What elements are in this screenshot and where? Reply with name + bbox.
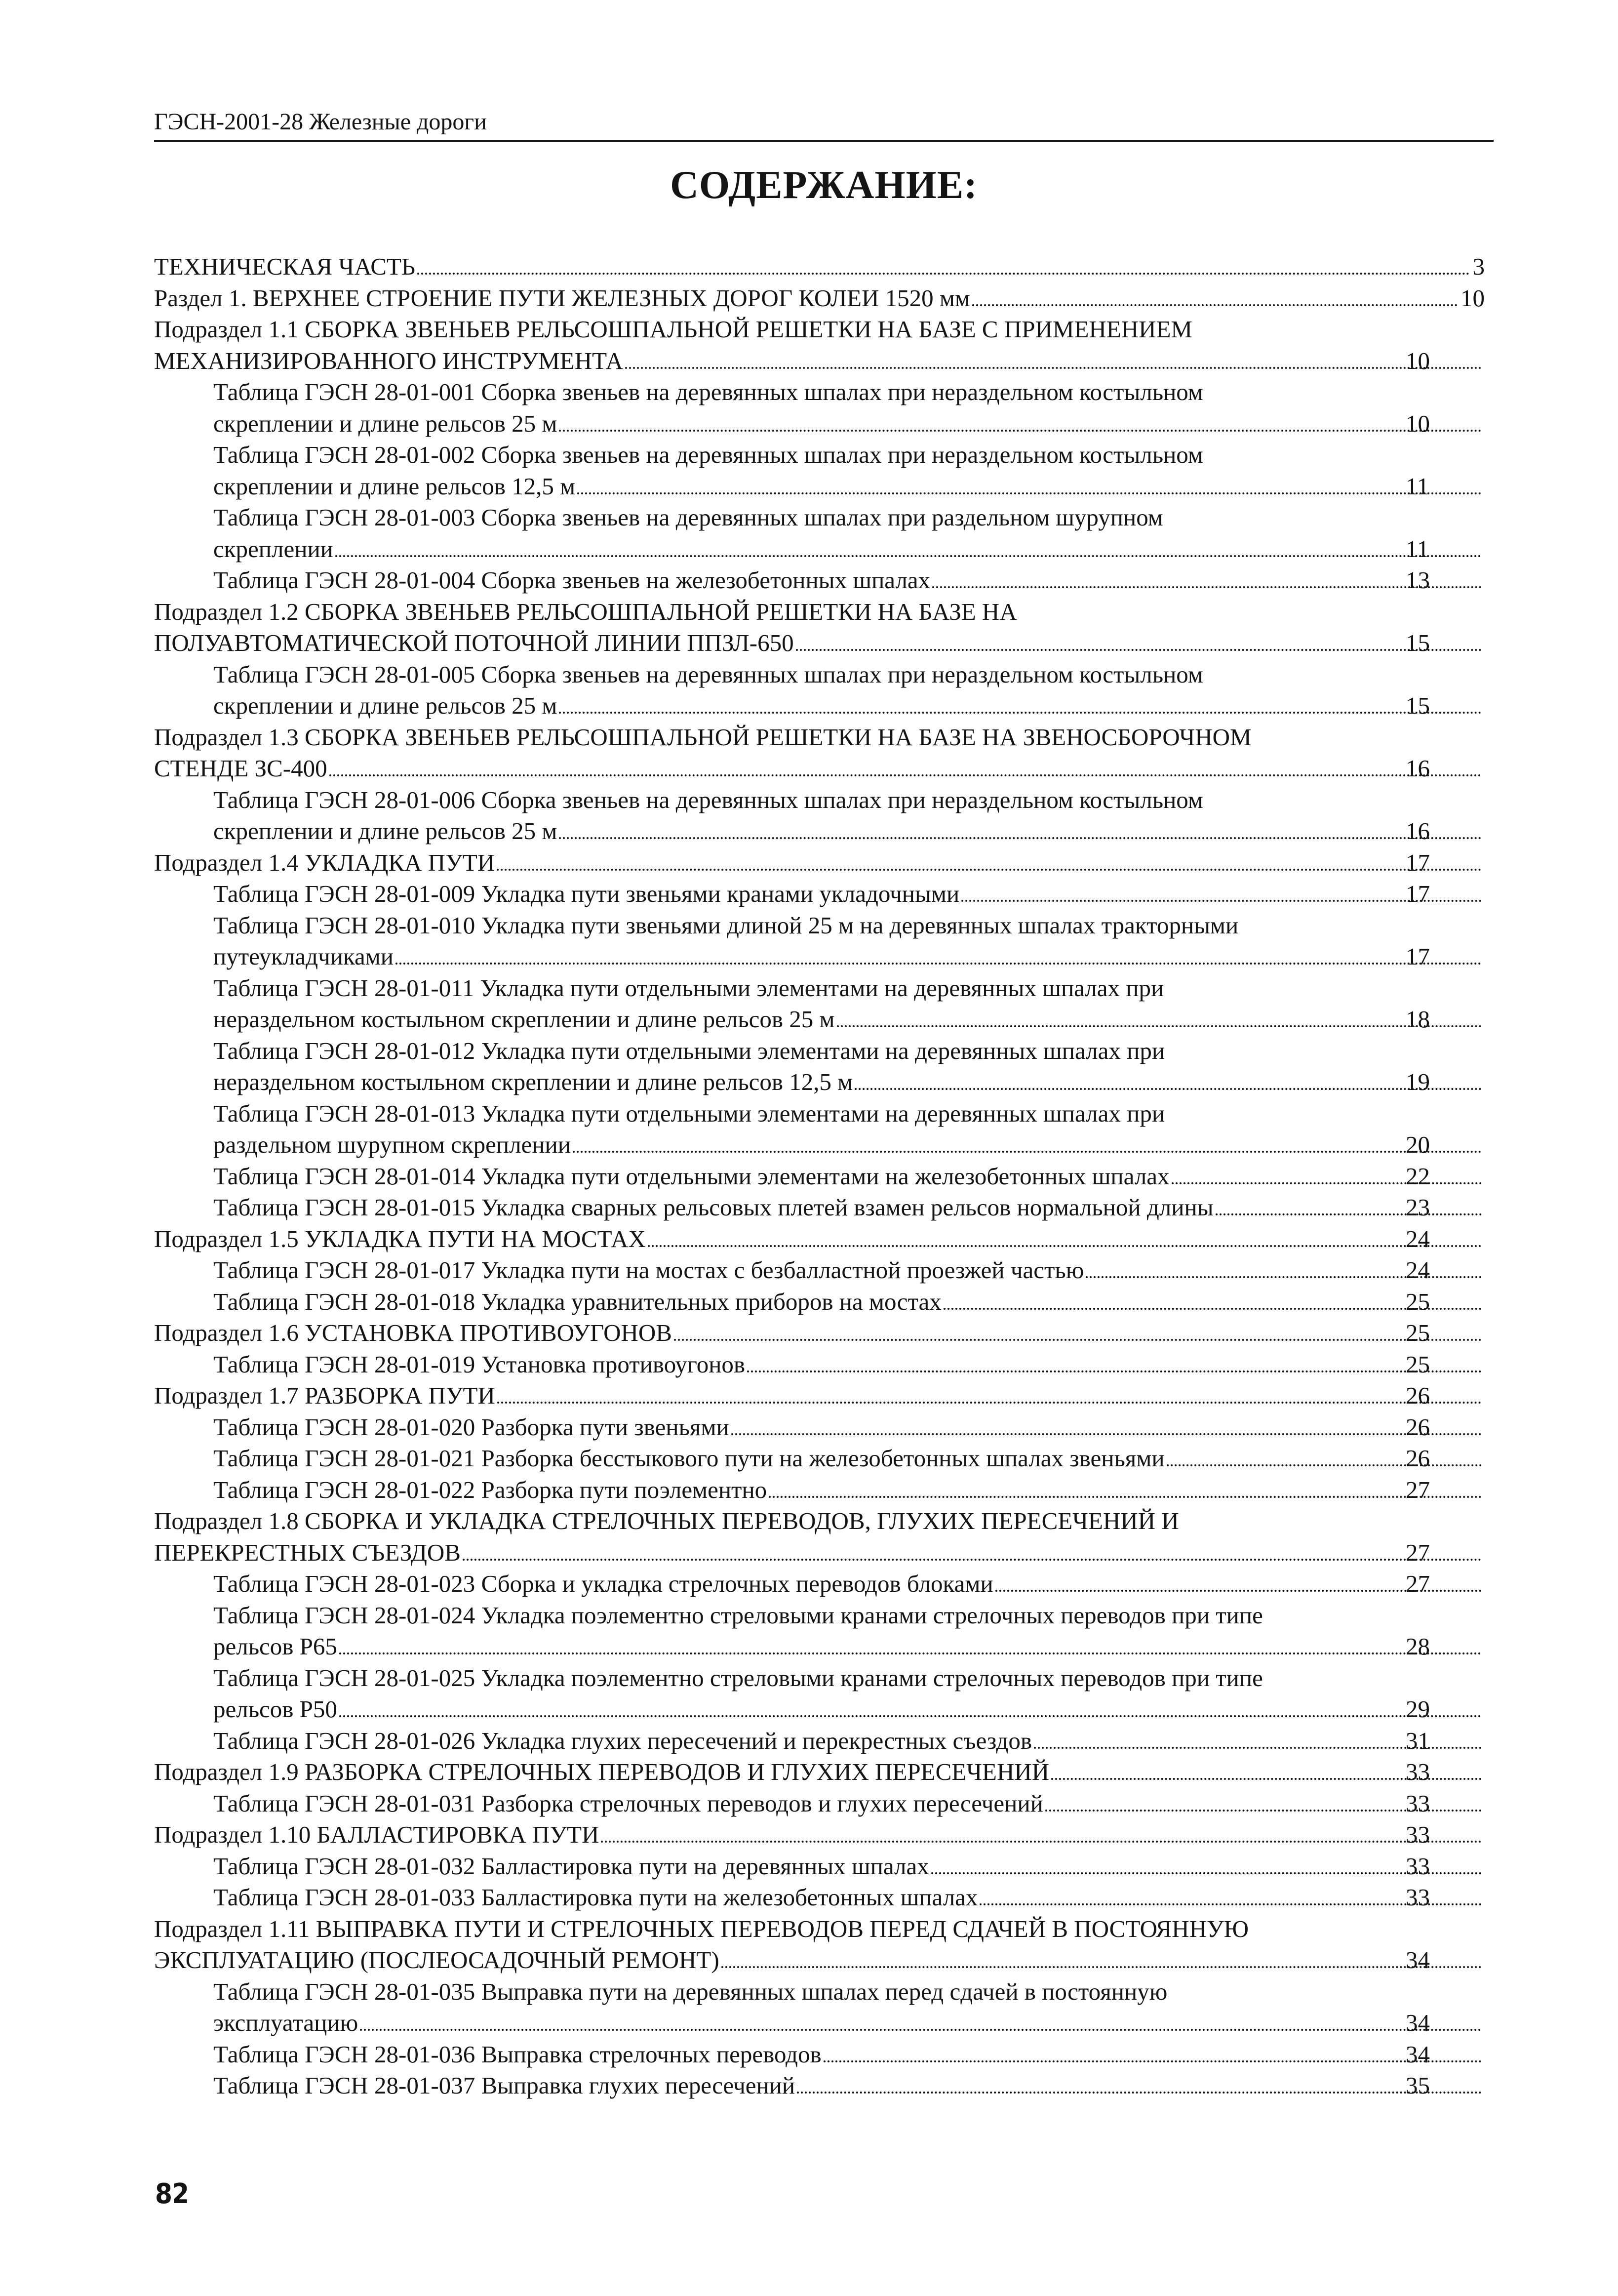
toc-entry-text: Таблица ГЭСН 28-01-013 Укладка пути отдельными элементами на деревянных шпалах при bbox=[213, 1099, 1165, 1127]
toc-entry[interactable]: Таблица ГЭСН 28-01-033 Балластировка пути на железобетонных шпалах 33 bbox=[154, 1882, 1485, 1913]
toc-entry[interactable] bbox=[154, 251, 1485, 282]
dot-leader bbox=[559, 430, 1482, 432]
toc-entry-text: Таблица ГЭСН 28-01-024 Укладка поэлементно стреловыми кранами стрелочных переводов при типе bbox=[213, 1601, 1263, 1629]
toc-entry-text: Таблица ГЭСН 28-01-022 Разборка пути поэлементно bbox=[213, 1476, 767, 1503]
toc-entry[interactable]: Таблица ГЭСН 28-01-020 Разборка пути звеньями 26 bbox=[154, 1411, 1485, 1443]
dot-leader bbox=[721, 1966, 1482, 1968]
dot-leader bbox=[339, 1715, 1482, 1717]
toc-entry[interactable]: Таблица ГЭСН 28-01-026 Укладка глухих пересечений и перекрестных съездов 31 bbox=[154, 1725, 1485, 1757]
running-title: ГЭСН-2001-28 Железные дороги bbox=[154, 109, 487, 135]
dot-leader bbox=[824, 2060, 1482, 2062]
toc-entry-text: Таблица ГЭСН 28-01-025 Укладка поэлементно стреловыми кранами стрелочных переводов при типе bbox=[213, 1664, 1263, 1692]
running-header bbox=[154, 104, 1494, 142]
toc-entry[interactable]: Подраздел 1.6 УСТАНОВКА ПРОТИВОУГОНОВ 25 bbox=[154, 1317, 1485, 1349]
toc-entry-text: скреплении и длине рельсов 12,5 м bbox=[213, 472, 576, 500]
toc-entry[interactable]: Таблица ГЭСН 28-01-009 Укладка пути звеньями кранами укладочными 17 bbox=[154, 878, 1485, 910]
toc-entry[interactable]: Таблица ГЭСН 28-01-006 Сборка звеньев на деревянных шпалах при нераздельном костыльном скреплении и длине рельсов 25 м 16 bbox=[154, 784, 1485, 847]
toc-entry-text: Таблица ГЭСН 28-01-002 Сборка звеньев на деревянных шпалах при нераздельном костыльном bbox=[213, 441, 1203, 468]
toc-entry-text: Таблица ГЭСН 28-01-021 Разборка бесстыкового пути на железобетонных шпалах звеньями bbox=[213, 1445, 1165, 1472]
toc-entry-text: скреплении и длине рельсов 25 м bbox=[213, 817, 557, 845]
toc-entry-text: Подраздел 1.6 УСТАНОВКА ПРОТИВОУГОНОВ bbox=[154, 1319, 672, 1346]
toc-entry-text: Таблица ГЭСН 28-01-031 Разборка стрелочных переводов и глухих пересечений bbox=[213, 1789, 1043, 1817]
dot-leader bbox=[559, 712, 1482, 714]
toc-entry[interactable]: Таблица ГЭСН 28-01-024 Укладка поэлементно стреловыми кранами стрелочных переводов при типе рельсов Р65 28 bbox=[154, 1600, 1485, 1662]
toc-entry-text: Подраздел 1.3 СБОРКА ЗВЕНЬЕВ РЕЛЬСОШПАЛЬНОЙ РЕШЕТКИ НА БАЗЕ НА ЗВЕНОСБОРОЧНОМ bbox=[154, 723, 1252, 751]
dot-leader bbox=[855, 1088, 1482, 1090]
toc-page-number: 3 bbox=[1472, 253, 1485, 280]
toc-entry-text: МЕХАНИЗИРОВАННОГО ИНСТРУМЕНТА bbox=[154, 347, 623, 374]
dot-leader bbox=[463, 1559, 1482, 1561]
dot-leader bbox=[837, 1025, 1482, 1027]
toc-entry-text: Подраздел 1.8 СБОРКА И УКЛАДКА СТРЕЛОЧНЫХ ПЕРЕВОДОВ, ГЛУХИХ ПЕРЕСЕЧЕНИЙ И bbox=[154, 1507, 1179, 1534]
toc-entry-text: Таблица ГЭСН 28-01-014 Укладка пути отдельными элементами на железобетонных шпалах bbox=[213, 1162, 1170, 1190]
toc-entry[interactable]: Подраздел 1.3 СБОРКА ЗВЕНЬЕВ РЕЛЬСОШПАЛЬНОЙ РЕШЕТКИ НА БАЗЕ НА ЗВЕНОСБОРОЧНОМ СТЕНДЕ ЗС-400 16 bbox=[154, 722, 1485, 784]
toc-entry-text: рельсов Р65 bbox=[213, 1633, 337, 1660]
toc-entry[interactable]: Таблица ГЭСН 28-01-003 Сборка звеньев на деревянных шпалах при раздельном шурупном скреплении 11 bbox=[154, 502, 1485, 564]
dot-leader bbox=[961, 900, 1482, 902]
dot-leader bbox=[417, 273, 1469, 275]
toc-entry-text: Таблица ГЭСН 28-01-005 Сборка звеньев на деревянных шпалах при нераздельном костыльном bbox=[213, 660, 1203, 688]
toc-entry[interactable]: Таблица ГЭСН 28-01-010 Укладка пути звеньями длиной 25 м на деревянных шпалах тракторными путеукладчиками 17 bbox=[154, 910, 1485, 972]
dot-leader bbox=[601, 1841, 1482, 1843]
toc-entry[interactable]: Таблица ГЭСН 28-01-023 Сборка и укладка стрелочных переводов блоками 27 bbox=[154, 1568, 1485, 1600]
toc-entry-text: скреплении bbox=[213, 535, 333, 563]
toc-entry-text: Таблица ГЭСН 28-01-001 Сборка звеньев на деревянных шпалах при нераздельном костыльном bbox=[213, 378, 1203, 405]
toc-entry[interactable]: Подраздел 1.8 СБОРКА И УКЛАДКА СТРЕЛОЧНЫХ ПЕРЕВОДОВ, ГЛУХИХ ПЕРЕСЕЧЕНИЙ И ПЕРЕКРЕСТНЫХ СЪЕЗДОВ 27 bbox=[154, 1505, 1485, 1568]
dot-leader bbox=[339, 1652, 1482, 1654]
dot-leader bbox=[577, 492, 1482, 494]
toc-entry-text: Таблица ГЭСН 28-01-032 Балластировка пути на деревянных шпалах bbox=[213, 1852, 929, 1880]
toc-entry[interactable]: Подраздел 1.5 УКЛАДКА ПУТИ НА МОСТАХ 24 bbox=[154, 1223, 1485, 1255]
toc-entry[interactable]: Таблица ГЭСН 28-01-014 Укладка пути отдельными элементами на железобетонных шпалах 22 bbox=[154, 1161, 1485, 1192]
toc-entry-text: Подраздел 1.10 БАЛЛАСТИРОВКА ПУТИ bbox=[154, 1821, 599, 1848]
toc-entry-text: нераздельном костыльном скреплении и длине рельсов 25 м bbox=[213, 1006, 835, 1033]
dot-leader bbox=[944, 1308, 1482, 1310]
toc-entry-text: Подраздел 1.1 СБОРКА ЗВЕНЬЕВ РЕЛЬСОШПАЛЬНОЙ РЕШЕТКИ НА БАЗЕ С ПРИМЕНЕНИЕМ bbox=[154, 316, 1192, 343]
toc-entry[interactable]: Таблица ГЭСН 28-01-017 Укладка пути на мостах с безбалластной проезжей частью 24 bbox=[154, 1254, 1485, 1286]
dot-leader bbox=[932, 586, 1482, 588]
toc-page-number: 10 bbox=[1460, 284, 1485, 312]
toc-entry-text: Подраздел 1.5 УКЛАДКА ПУТИ НА МОСТАХ bbox=[154, 1225, 646, 1252]
dot-leader bbox=[747, 1370, 1482, 1372]
toc-entry[interactable]: Таблица ГЭСН 28-01-022 Разборка пути поэлементно 27 bbox=[154, 1474, 1485, 1506]
toc-entry-text: Таблица ГЭСН 28-01-003 Сборка звеньев на деревянных шпалах при раздельном шурупном bbox=[213, 504, 1163, 531]
toc-entry-text: Таблица ГЭСН 28-01-018 Укладка уравнительных приборов на мостах bbox=[213, 1288, 942, 1315]
toc-entry-text: ПЕРЕКРЕСТНЫХ СЪЕЗДОВ bbox=[154, 1538, 461, 1566]
toc-entry-text: Таблица ГЭСН 28-01-011 Укладка пути отдельными элементами на деревянных шпалах при bbox=[213, 974, 1164, 1002]
toc-entry-text: Таблица ГЭСН 28-01-026 Укладка глухих пересечений и перекрестных съездов bbox=[213, 1727, 1032, 1754]
dot-leader bbox=[931, 1872, 1482, 1874]
toc-entry[interactable]: Подраздел 1.11 ВЫПРАВКА ПУТИ И СТРЕЛОЧНЫХ ПЕРЕВОДОВ ПЕРЕД СДАЧЕЙ В ПОСТОЯННУЮ ЭКСПЛУАТАЦИЮ (ПОСЛЕОСАДОЧНЫЙ РЕМОНТ) 34 bbox=[154, 1913, 1485, 1976]
dot-leader bbox=[625, 367, 1482, 369]
table-of-contents bbox=[154, 251, 1485, 2101]
dot-leader bbox=[497, 869, 1482, 871]
dot-leader bbox=[559, 837, 1482, 839]
dot-leader bbox=[648, 1245, 1482, 1247]
toc-entry-text: Таблица ГЭСН 28-01-010 Укладка пути звеньями длиной 25 м на деревянных шпалах тракторными bbox=[213, 911, 1239, 939]
toc-entry-text: ТЕХНИЧЕСКАЯ ЧАСТЬ bbox=[154, 253, 416, 280]
toc-entry[interactable]: Таблица ГЭСН 28-01-001 Сборка звеньев на деревянных шпалах при нераздельном костыльном скреплении и длине рельсов 25 м 10 bbox=[154, 376, 1485, 439]
toc-entry-text: раздельном шурупном скреплении bbox=[213, 1131, 571, 1158]
toc-entry[interactable]: Подраздел 1.9 РАЗБОРКА СТРЕЛОЧНЫХ ПЕРЕВОДОВ И ГЛУХИХ ПЕРЕСЕЧЕНИЙ 33 bbox=[154, 1756, 1485, 1788]
dot-leader bbox=[335, 555, 1482, 557]
toc-entry-text: ЭКСПЛУАТАЦИЮ (ПОСЛЕОСАДОЧНЫЙ РЕМОНТ) bbox=[154, 1946, 719, 1974]
toc-entry-text: Таблица ГЭСН 28-01-020 Разборка пути звеньями bbox=[213, 1413, 729, 1441]
page-title: СОДЕРЖАНИЕ: bbox=[670, 163, 978, 207]
toc-entry[interactable]: Подраздел 1.1 СБОРКА ЗВЕНЬЕВ РЕЛЬСОШПАЛЬНОЙ РЕШЕТКИ НА БАЗЕ С ПРИМЕНЕНИЕМ МЕХАНИЗИРОВАННОГО ИНСТРУМЕНТА 10 bbox=[154, 314, 1485, 376]
toc-entry-text: Таблица ГЭСН 28-01-015 Укладка сварных рельсовых плетей взамен рельсов нормальной длины bbox=[213, 1194, 1214, 1221]
toc-entry-text: Подраздел 1.2 СБОРКА ЗВЕНЬЕВ РЕЛЬСОШПАЛЬНОЙ РЕШЕТКИ НА БАЗЕ НА bbox=[154, 598, 1017, 625]
toc-entry-text: Подраздел 1.9 РАЗБОРКА СТРЕЛОЧНЫХ ПЕРЕВОДОВ И ГЛУХИХ ПЕРЕСЕЧЕНИЙ bbox=[154, 1758, 1050, 1785]
toc-entry[interactable]: Таблица ГЭСН 28-01-005 Сборка звеньев на деревянных шпалах при нераздельном костыльном скреплении и длине рельсов 25 м 15 bbox=[154, 659, 1485, 722]
dot-leader bbox=[1167, 1464, 1482, 1466]
toc-entry-text: скреплении и длине рельсов 25 м bbox=[213, 409, 557, 437]
toc-entry-text: Таблица ГЭСН 28-01-036 Выправка стрелочных переводов bbox=[213, 2040, 822, 2068]
dot-leader bbox=[573, 1151, 1482, 1153]
toc-entry[interactable]: Таблица ГЭСН 28-01-036 Выправка стрелочных переводов 34 bbox=[154, 2039, 1485, 2070]
toc-entry[interactable]: Таблица ГЭСН 28-01-032 Балластировка пути на деревянных шпалах 33 bbox=[154, 1851, 1485, 1882]
toc-entry-text: Таблица ГЭСН 28-01-019 Установка противоугонов bbox=[213, 1350, 746, 1378]
toc-entry-text: эксплуатацию bbox=[213, 2009, 358, 2036]
toc-entry[interactable]: Таблица ГЭСН 28-01-037 Выправка глухих пересечений 35 bbox=[154, 2070, 1485, 2101]
toc-entry[interactable]: Таблица ГЭСН 28-01-011 Укладка пути отдельными элементами на деревянных шпалах при нераздельном костыльном скреплении и длине рельсов 25 м 18 bbox=[154, 972, 1485, 1035]
toc-entry-text: нераздельном костыльном скреплении и длине рельсов 12,5 м bbox=[213, 1068, 853, 1095]
toc-entry[interactable]: Таблица ГЭСН 28-01-021 Разборка бесстыкового пути на железобетонных шпалах звеньями 26 bbox=[154, 1443, 1485, 1474]
toc-entry-text: Подраздел 1.4 УКЛАДКА ПУТИ bbox=[154, 848, 495, 876]
toc-entry[interactable]: Подраздел 1.7 РАЗБОРКА ПУТИ 26 bbox=[154, 1380, 1485, 1411]
dot-leader bbox=[972, 304, 1458, 306]
dot-leader bbox=[797, 2092, 1482, 2094]
toc-entry[interactable]: Таблица ГЭСН 28-01-013 Укладка пути отдельными элементами на деревянных шпалах при раздельном шурупном скреплении 20 bbox=[154, 1098, 1485, 1161]
toc-entry[interactable] bbox=[154, 282, 1485, 314]
toc-entry[interactable]: Таблица ГЭСН 28-01-015 Укладка сварных рельсовых плетей взамен рельсов нормальной длины 23 bbox=[154, 1192, 1485, 1223]
toc-entry-text: Таблица ГЭСН 28-01-017 Укладка пути на мостах с безбалластной проезжей частью bbox=[213, 1256, 1084, 1284]
dot-leader bbox=[329, 774, 1482, 776]
toc-entry-text: Таблица ГЭСН 28-01-012 Укладка пути отдельными элементами на деревянных шпалах при bbox=[213, 1037, 1165, 1064]
toc-entry[interactable]: Таблица ГЭСН 28-01-025 Укладка поэлементно стреловыми кранами стрелочных переводов при типе рельсов Р50 29 bbox=[154, 1662, 1485, 1725]
toc-entry-text: Таблица ГЭСН 28-01-009 Укладка пути звеньями кранами укладочными bbox=[213, 880, 960, 907]
toc-entry[interactable]: Подраздел 1.2 СБОРКА ЗВЕНЬЕВ РЕЛЬСОШПАЛЬНОЙ РЕШЕТКИ НА БАЗЕ НА ПОЛУАВТОМАТИЧЕСКОЙ ПОТОЧНОЙ ЛИНИИ ППЗЛ-650 15 bbox=[154, 596, 1485, 659]
toc-entry[interactable]: Таблица ГЭСН 28-01-018 Укладка уравнительных приборов на мостах 25 bbox=[154, 1286, 1485, 1318]
page-number: 82 bbox=[155, 2178, 189, 2210]
toc-entry-text: Раздел 1. ВЕРХНЕЕ СТРОЕНИЕ ПУТИ ЖЕЛЕЗНЫХ ДОРОГ КОЛЕИ 1520 мм bbox=[154, 284, 970, 312]
toc-entry-text: Таблица ГЭСН 28-01-023 Сборка и укладка стрелочных переводов блоками bbox=[213, 1570, 993, 1597]
toc-entry[interactable]: Таблица ГЭСН 28-01-012 Укладка пути отдельными элементами на деревянных шпалах при нераздельном костыльном скреплении и длине рельсов 12,5 м 19 bbox=[154, 1035, 1485, 1098]
dot-leader bbox=[1172, 1182, 1482, 1184]
toc-entry-text: Таблица ГЭСН 28-01-006 Сборка звеньев на деревянных шпалах при нераздельном костыльном bbox=[213, 786, 1203, 813]
toc-entry-text: Подраздел 1.7 РАЗБОРКА ПУТИ bbox=[154, 1382, 495, 1409]
dot-leader bbox=[395, 963, 1482, 965]
toc-entry-text: Таблица ГЭСН 28-01-004 Сборка звеньев на железобетонных шпалах bbox=[213, 566, 931, 594]
toc-entry[interactable]: Таблица ГЭСН 28-01-035 Выправка пути на деревянных шпалах перед сдачей в постоянную эксплуатацию 34 bbox=[154, 1976, 1485, 2039]
dot-leader bbox=[769, 1496, 1482, 1498]
toc-entry[interactable]: Таблица ГЭСН 28-01-002 Сборка звеньев на деревянных шпалах при нераздельном костыльном скреплении и длине рельсов 12,5 м 11 bbox=[154, 439, 1485, 502]
toc-entry[interactable]: Подраздел 1.10 БАЛЛАСТИРОВКА ПУТИ 33 bbox=[154, 1819, 1485, 1851]
toc-entry[interactable]: Таблица ГЭСН 28-01-031 Разборка стрелочных переводов и глухих пересечений 33 bbox=[154, 1788, 1485, 1819]
toc-entry[interactable]: Таблица ГЭСН 28-01-019 Установка противоугонов 25 bbox=[154, 1349, 1485, 1380]
toc-entry-text: Подраздел 1.11 ВЫПРАВКА ПУТИ И СТРЕЛОЧНЫХ ПЕРЕВОДОВ ПЕРЕД СДАЧЕЙ В ПОСТОЯННУЮ bbox=[154, 1915, 1249, 1942]
dot-leader bbox=[1216, 1213, 1482, 1215]
toc-entry-text: путеукладчиками bbox=[213, 943, 394, 970]
dot-leader bbox=[497, 1402, 1482, 1404]
dot-leader bbox=[796, 649, 1482, 651]
toc-entry-text: Таблица ГЭСН 28-01-033 Балластировка пути на железобетонных шпалах bbox=[213, 1884, 978, 1911]
dot-leader bbox=[674, 1339, 1482, 1341]
toc-entry-text: СТЕНДЕ ЗС-400 bbox=[154, 755, 327, 782]
toc-entry-text: рельсов Р50 bbox=[213, 1695, 337, 1723]
toc-entry-text: скреплении и длине рельсов 25 м bbox=[213, 692, 557, 719]
toc-entry[interactable]: Подраздел 1.4 УКЛАДКА ПУТИ 17 bbox=[154, 847, 1485, 879]
toc-entry[interactable]: Таблица ГЭСН 28-01-004 Сборка звеньев на железобетонных шпалах 13 bbox=[154, 564, 1485, 596]
toc-entry-text: ПОЛУАВТОМАТИЧЕСКОЙ ПОТОЧНОЙ ЛИНИИ ППЗЛ-650 bbox=[154, 629, 794, 656]
toc-entry-text: Таблица ГЭСН 28-01-035 Выправка пути на деревянных шпалах перед сдачей в постоянную bbox=[213, 1977, 1168, 2005]
toc-entry-text: Таблица ГЭСН 28-01-037 Выправка глухих пересечений bbox=[213, 2072, 795, 2099]
dot-leader bbox=[360, 2029, 1482, 2031]
dot-leader bbox=[731, 1433, 1482, 1435]
